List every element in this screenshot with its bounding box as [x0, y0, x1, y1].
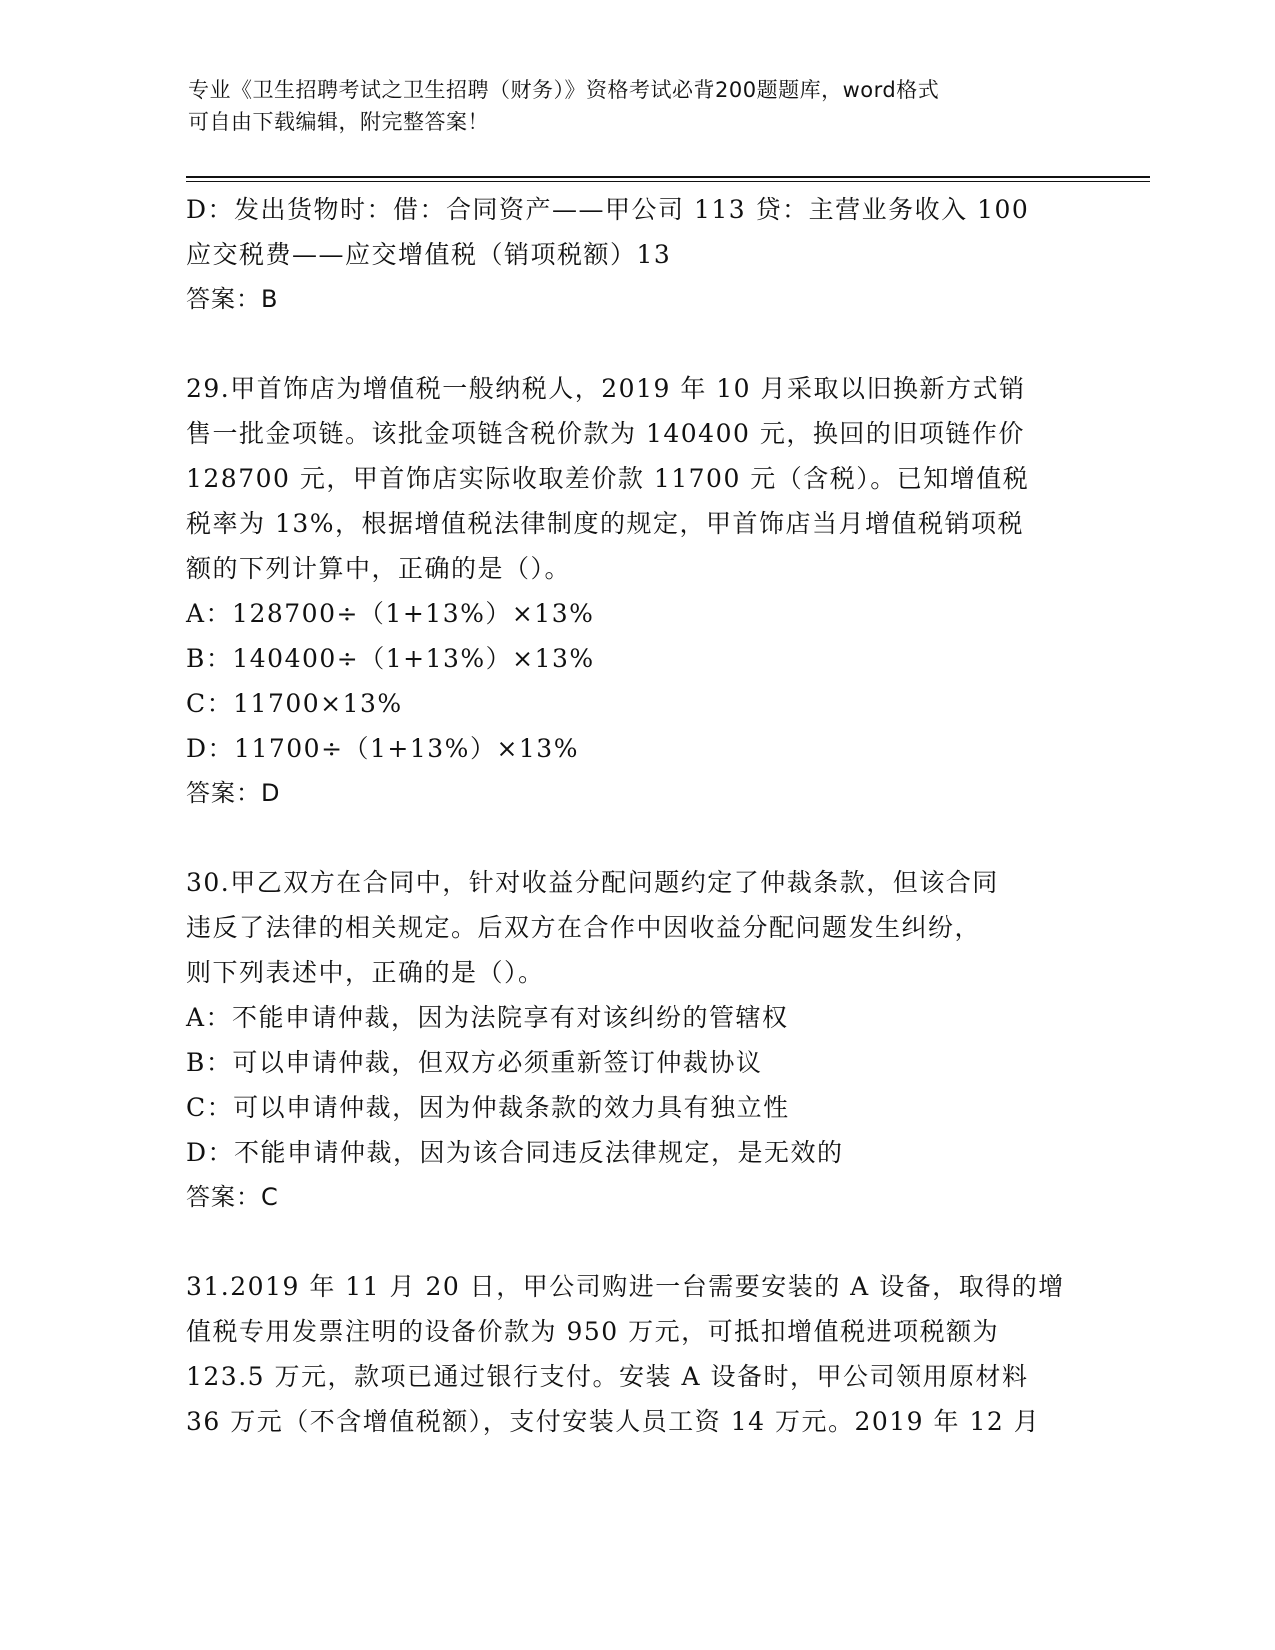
question-text: 30.甲乙双方在合同中，针对收益分配问题约定了仲裁条款，但该合同 [186, 868, 999, 897]
question-text: 31.2019 年 11 月 20 日，甲公司购进一台需要安装的 A 设备，取得的增 [186, 1272, 1065, 1301]
option-text: D：发出货物时：借：合同资产——甲公司 113 贷：主营业务收入 100 [186, 195, 1030, 224]
question-text: 128700 元，甲首饰店实际收取差价款 11700 元（含税）。已知增值税 [186, 464, 1030, 493]
question-text: 值税专用发票注明的设备价款为 950 万元，可抵扣增值税进项税额为 [186, 1317, 1000, 1346]
answer-text: 答案：D [186, 779, 281, 807]
option-c: C：可以申请仲裁，因为仲裁条款的效力具有独立性 [186, 1093, 790, 1122]
option-d: D：不能申请仲裁，因为该合同违反法律规定，是无效的 [186, 1138, 844, 1167]
question-block-31 [186, 1264, 1106, 1444]
spacer [186, 816, 1106, 860]
header-line: 可自由下载编辑，附完整答案！ [188, 110, 489, 134]
header-divider-thin [186, 181, 1150, 182]
question-text: 123.5 万元，款项已通过银行支付。安装 A 设备时，甲公司领用原材料 [186, 1362, 1029, 1391]
option-text: 应交税费——应交增值税（销项税额）13 [186, 240, 672, 269]
question-block-29 [186, 366, 1106, 816]
header-divider [186, 176, 1150, 178]
spacer [186, 1220, 1106, 1264]
question-text: 则下列表述中，正确的是（）。 [186, 958, 545, 987]
option-b: B：140400÷（1+13%）×13% [186, 644, 595, 673]
question-text: 售一批金项链。该批金项链含税价款为 140400 元，换回的旧项链作价 [186, 419, 1025, 448]
option-b: B：可以申请仲裁，但双方必须重新签订仲裁协议 [186, 1048, 763, 1077]
question-text: 29.甲首饰店为增值税一般纳税人，2019 年 10 月采取以旧换新方式销 [186, 374, 1026, 403]
question-block-30 [186, 860, 1106, 1220]
question-text: 违反了法律的相关规定。后双方在合作中因收益分配问题发生纠纷， [186, 913, 982, 942]
question-block-28 [186, 187, 1106, 322]
document-header [188, 74, 1088, 138]
option-c: C：11700×13% [186, 689, 403, 718]
option-a: A：128700÷（1+13%）×13% [186, 599, 595, 628]
question-text: 额的下列计算中，正确的是（）。 [186, 554, 572, 583]
question-text: 36 万元（不含增值税额），支付安装人员工资 14 万元。2019 年 12 月 [186, 1407, 1041, 1436]
question-text: 税率为 13%，根据增值税法律制度的规定，甲首饰店当月增值税销项税 [186, 509, 1025, 538]
spacer [186, 322, 1106, 366]
document-body [186, 187, 1106, 1444]
option-d: D：11700÷（1+13%）×13% [186, 734, 579, 763]
header-line: 专业《卫生招聘考试之卫生招聘（财务）》资格考试必背200题题库，word格式 [188, 78, 940, 102]
answer-text: 答案：B [186, 285, 279, 313]
option-a: A：不能申请仲裁，因为法院享有对该纠纷的管辖权 [186, 1003, 789, 1032]
answer-text: 答案：C [186, 1183, 279, 1211]
